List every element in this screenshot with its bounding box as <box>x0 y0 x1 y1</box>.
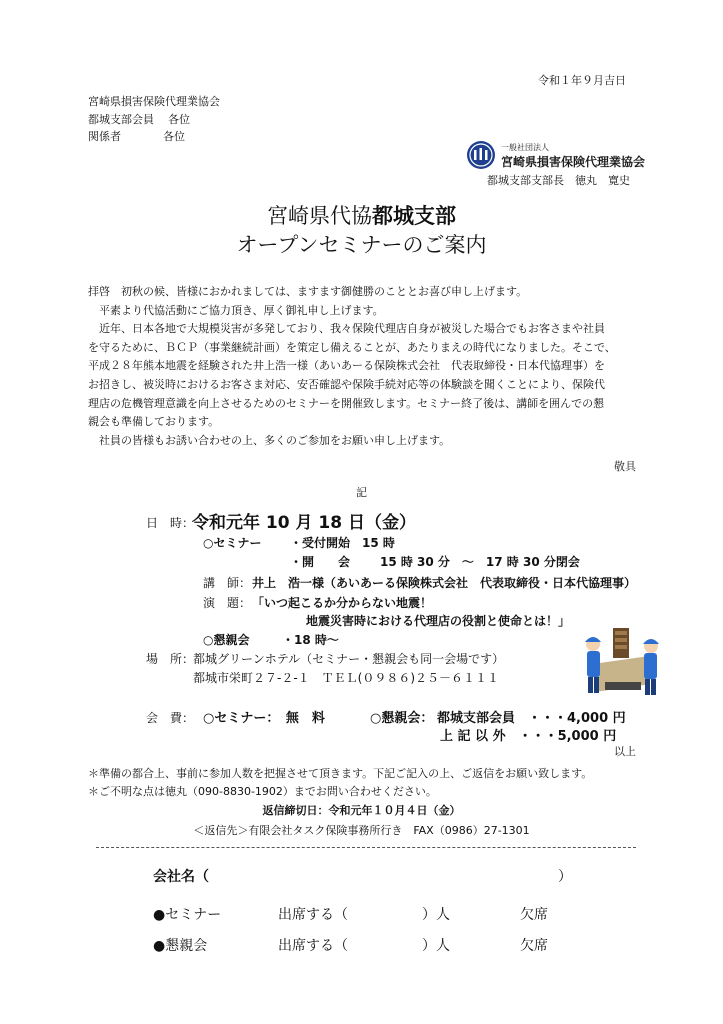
body-line: お招きし、被災時におけるお客さま対応、安否確認や保険手続対応等の体験談を聞くことにより、保険代 <box>88 377 605 391</box>
reply-to: ＜返信先＞有限会社タスク保険事務所行き FAX（0986）27-1301 <box>193 824 530 837</box>
lecturer-name: 井上 浩一様（あいあーる保険株式会社 代表取締役・日本代協理事） <box>252 576 637 590</box>
body-line: 平素より代協活動にご協力頂き、厚く御礼申し上げます。 <box>88 303 384 317</box>
title-branch: 都城支部 <box>372 204 456 228</box>
body-line: 拝啓 初秋の候、皆様におかれましては、ますます御健勝のこととお喜び申し上げます。 <box>88 285 528 298</box>
recipient-related-suffix: 各位 <box>163 130 185 143</box>
title-prefix: 宮崎県代協 <box>267 204 372 228</box>
topic-label: 演 題： <box>203 596 252 610</box>
ijo-marker: 以上 <box>614 745 636 758</box>
party-time: ・18 時～ <box>282 633 339 647</box>
lecturer-label: 講 師： <box>203 576 252 590</box>
note-line: ＊準備の都合上、事前に参加人数を把握させて頂きます。下記ご記入の上、ご返信をお願い致します。 <box>88 767 593 780</box>
earthquake-workers-illustration <box>583 622 663 698</box>
recipient-members <box>88 111 190 127</box>
open-time: 15 時 30 分 ～ 17 時 30 分閉会 <box>380 555 580 569</box>
party-label: ○懇親会 <box>203 633 250 647</box>
logo-org-name: 宮崎県損害保険代理業協会 <box>501 155 646 169</box>
event-date: 令和元年 10 月 18 日（金） <box>192 513 416 533</box>
open-label: ・開 会 <box>290 555 351 569</box>
recipient-related <box>88 128 185 144</box>
ki-marker: 記 <box>356 486 367 499</box>
company-name-label: 会社名（ <box>153 869 209 885</box>
form-row-seminar-attend[interactable]: 出席する（ <box>278 907 348 923</box>
body-line: 親会も準備しております。 <box>88 415 220 429</box>
recipient-members-name: 都城支部会員 <box>88 113 154 126</box>
body-text <box>88 283 616 450</box>
closing-keigu: 敬具 <box>614 460 636 473</box>
form-row-party-people: ）人 <box>422 938 450 954</box>
fee-other: 上 記 以 外 ・・・5,000 円 <box>440 729 617 744</box>
cut-line-divider <box>96 847 636 848</box>
form-row-seminar-people: ）人 <box>422 907 450 923</box>
date-label: 日 時： <box>146 516 195 530</box>
body-line: 社員の皆様もお誘い合わせの上、多くのご参加をお願い申し上げます。 <box>88 433 451 447</box>
venue-address: 都城市栄町２７-２-１ ＴＥＬ(０９８６)２５－６１１１ <box>193 671 500 685</box>
form-row-party-absent[interactable]: 欠席 <box>520 938 548 954</box>
reply-deadline: 返信締切日：令和元年１０月４日（金） <box>262 804 461 817</box>
sender-name: 都城支部支部長 徳丸 寛史 <box>487 174 630 187</box>
recipient-association: 宮崎県損害保険代理業協会 <box>88 95 220 108</box>
seminar-label: ○セミナー <box>203 536 262 550</box>
form-row-seminar-absent[interactable]: 欠席 <box>520 907 548 923</box>
recipient-members-suffix: 各位 <box>168 113 190 126</box>
fee-label: 会 費： <box>146 711 195 725</box>
page-subtitle: オープンセミナーのご案内 <box>236 233 487 257</box>
page-title <box>0 200 723 230</box>
body-line: 近年、日本各地で大規模災害が多発しており、我々保険代理店自身が被災した場合でもお客さまや社員 <box>88 322 605 336</box>
venue-label: 場 所： <box>146 652 195 666</box>
reception-time: ・受付開始 15 時 <box>290 536 395 550</box>
aiajp-logo-icon <box>466 140 496 170</box>
form-row-party-label: ●懇親会 <box>153 938 208 954</box>
form-row-seminar-label: ●セミナー <box>153 907 222 923</box>
issue-date: 令和１年９月吉日 <box>538 74 626 87</box>
company-name-close: ） <box>558 869 572 885</box>
topic-line1: 「いつ起こるか分からない地震！ <box>252 596 433 610</box>
fee-member: 都城支部会員 ・・・4,000 円 <box>437 711 626 726</box>
venue-name: 都城グリーンホテル（セミナー・懇親会も同一会場です） <box>193 652 505 666</box>
fee-party-label: ○懇親会： <box>370 711 434 726</box>
topic-line2: 地震災害時における代理店の役割と使命とは！」 <box>306 614 571 628</box>
body-line: を守るために、ＢＣＰ（事業継続計画）を策定し備えることが、あたりまえの時代になりました。そこで、 <box>88 340 616 354</box>
form-row-party-attend[interactable]: 出席する（ <box>278 938 348 954</box>
body-line: 平成２８年熊本地震を経験された井上浩一様（あいあーる保険株式会社 代表取締役・日本代協理事）を <box>88 359 605 373</box>
body-line: 理店の危機管理意識を向上させるためのセミナーを開催致します。セミナー終了後は、講師を囲んでの懇 <box>88 396 605 410</box>
logo-small-text: 一般社団法人 <box>501 143 549 152</box>
fee-seminar: ○セミナー： 無 料 <box>203 711 325 726</box>
note-line: ＊ご不明な点は徳丸（090-8830-1902）までお問い合わせください。 <box>88 785 437 798</box>
recipient-related-name: 関係者 <box>88 130 121 143</box>
